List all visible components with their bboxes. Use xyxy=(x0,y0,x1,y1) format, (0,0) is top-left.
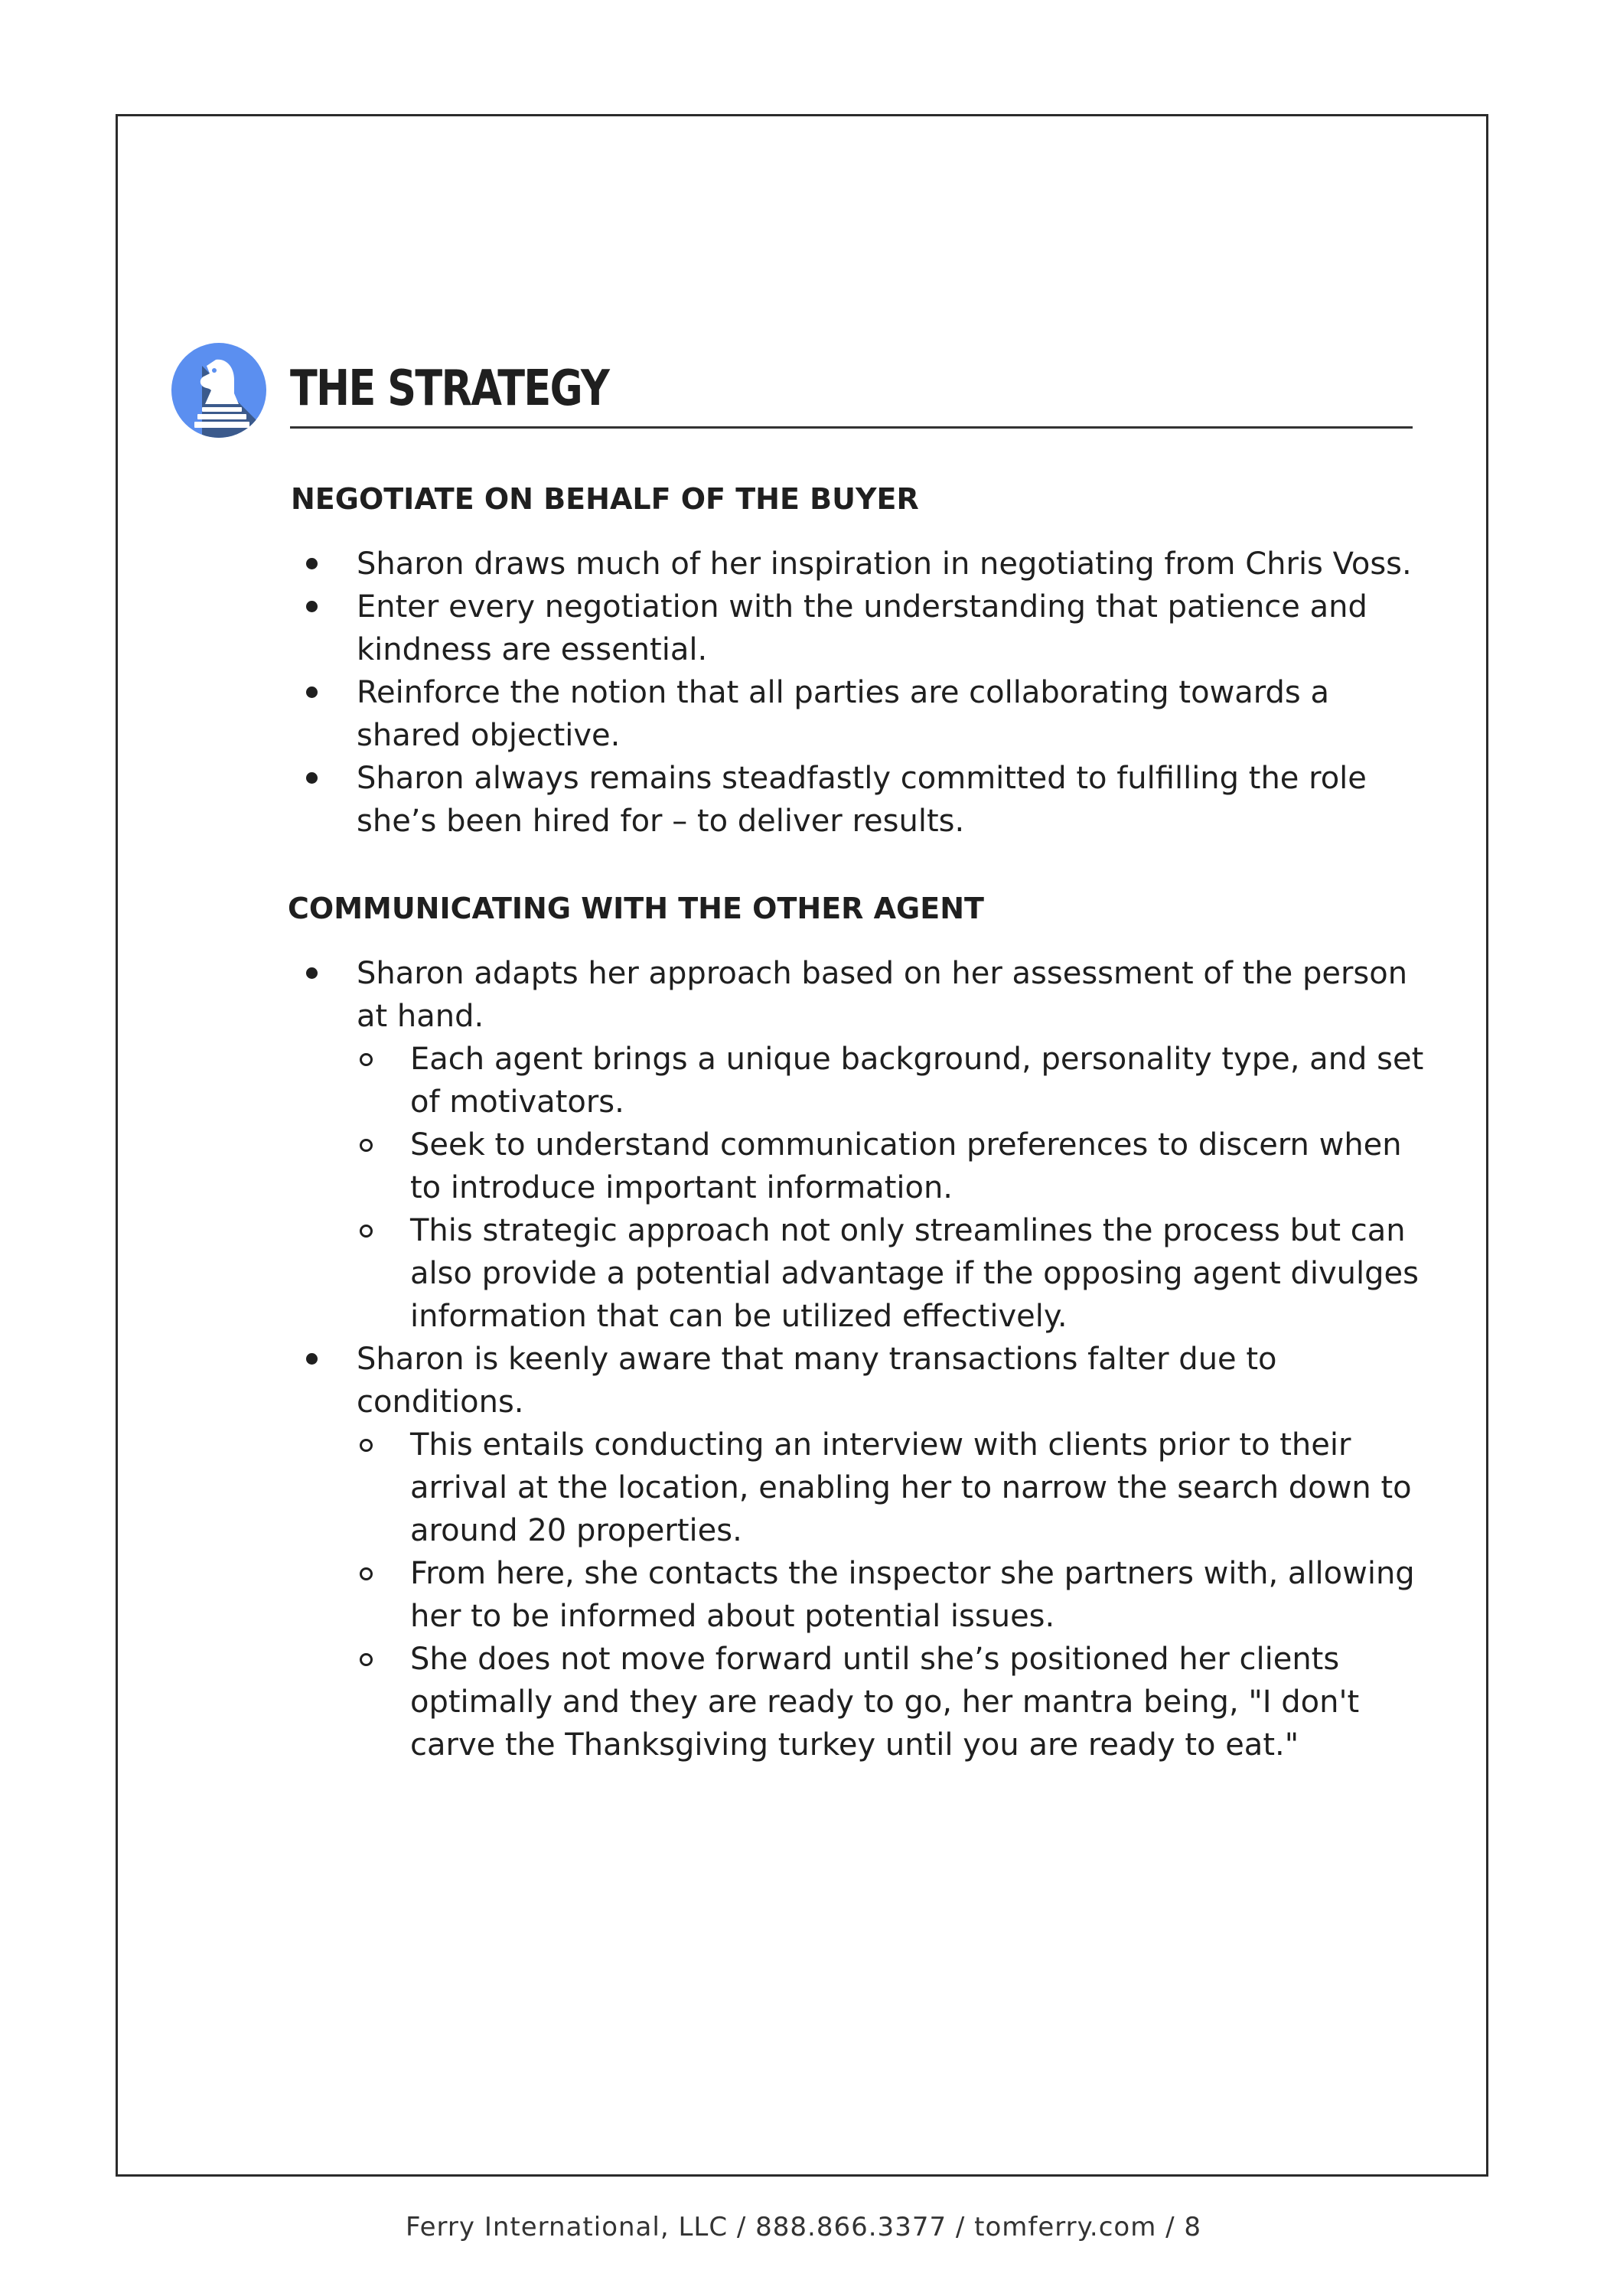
title-underline xyxy=(290,426,1413,429)
subheading-communicating: COMMUNICATING WITH THE OTHER AGENT xyxy=(288,892,984,925)
list-item xyxy=(303,952,1428,1338)
subheading-negotiate: NEGOTIATE ON BEHALF OF THE BUYER xyxy=(291,482,919,516)
list-item-text: Sharon is keenly aware that many transactions falter due to conditions. xyxy=(357,1342,1277,1420)
sub-list xyxy=(357,1038,1428,1338)
list-item xyxy=(303,1338,1428,1766)
communicating-bullet-list xyxy=(303,952,1428,1766)
section-header xyxy=(171,343,1413,429)
list-item: Enter every negotiation with the understanding that patience and kindness are essential. xyxy=(303,585,1428,671)
sub-list xyxy=(357,1424,1428,1766)
sub-list-item: She does not move forward until she’s positioned her clients optimally and they are ready to go, her mantra being, "I don't carve the Thanksgiving turkey until you are ready to eat." xyxy=(357,1638,1428,1766)
sub-list-item: From here, she contacts the inspector she partners with, allowing her to be informed about potential issues. xyxy=(357,1552,1428,1638)
sub-list-item: Seek to understand communication preferences to discern when to introduce important information. xyxy=(357,1124,1428,1209)
chess-knight-icon xyxy=(171,343,266,438)
negotiate-bullet-list xyxy=(303,543,1428,843)
sub-list-item: This entails conducting an interview with clients prior to their arrival at the location, enabling her to narrow the search down to around 20 properties. xyxy=(357,1424,1428,1552)
page-footer: Ferry International, LLC / 888.866.3377 / tomferry.com / 8 xyxy=(405,2212,1202,2242)
list-item-text: Sharon adapts her approach based on her assessment of the person at hand. xyxy=(357,956,1408,1034)
sub-list-item: This strategic approach not only streamlines the process but can also provide a potential advantage if the opposing agent divulges information that can be utilized effectively. xyxy=(357,1209,1428,1338)
list-item: Sharon always remains steadfastly committed to fulfilling the role she’s been hired for – to deliver results. xyxy=(303,757,1428,843)
list-item: Sharon draws much of her inspiration in negotiating from Chris Voss. xyxy=(303,543,1428,585)
sub-list-item: Each agent brings a unique background, personality type, and set of motivators. xyxy=(357,1038,1428,1124)
section-title: THE STRATEGY xyxy=(290,360,609,417)
list-item: Reinforce the notion that all parties are collaborating towards a shared objective. xyxy=(303,671,1428,757)
